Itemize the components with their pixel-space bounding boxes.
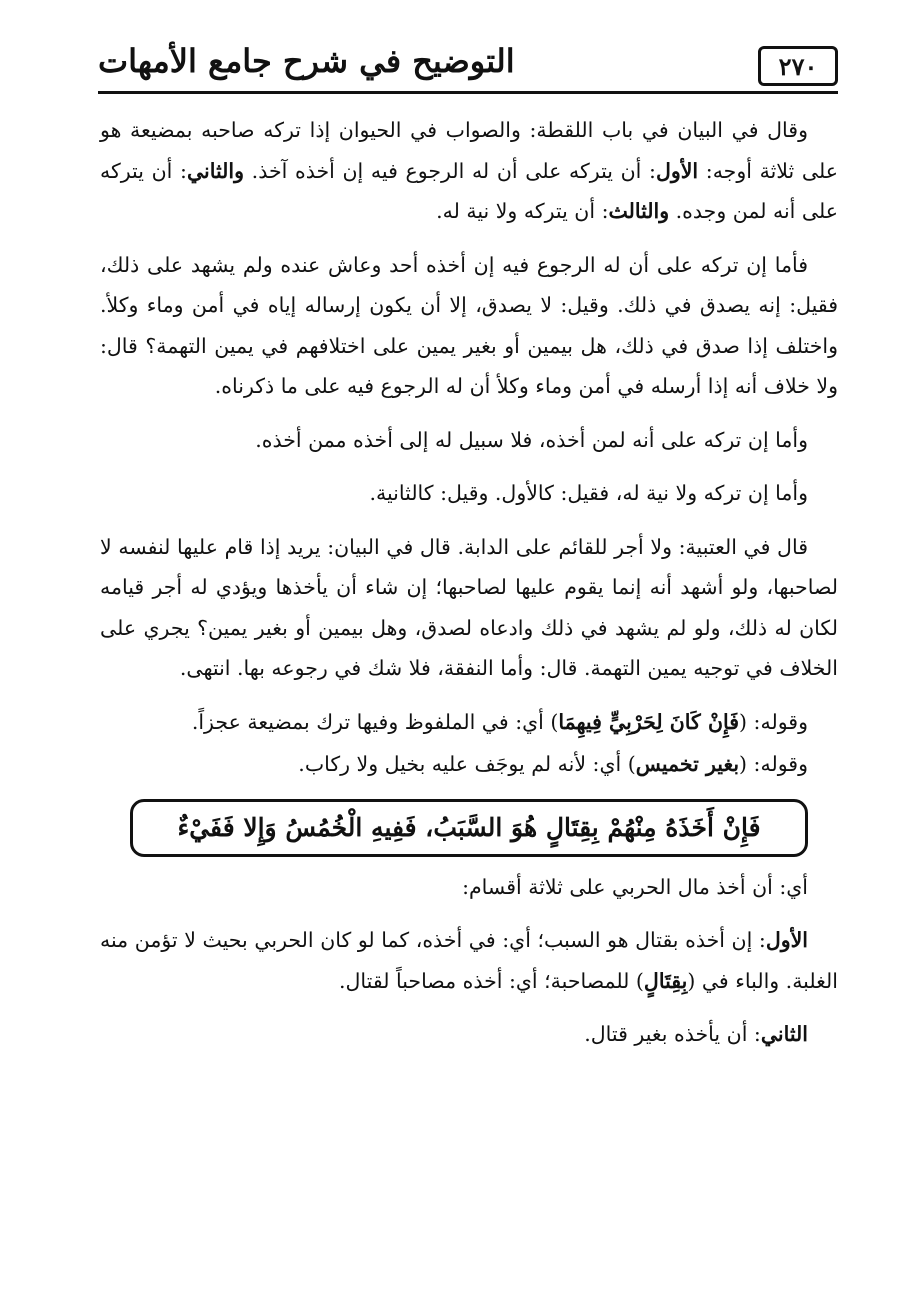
p6-quoted-phrase: فَإِنْ كَانَ لِحَرْبِيٍّ فِيهِمَا — [558, 709, 740, 734]
paragraph-5: قال في العتبية: ولا أجر للقائم على الدابة. قال في البيان: يريد إذا قام عليها لنفسه لا لصاحبها، ولو أشهد أنه إنما يقوم عليها لصاحبها؛ إن شاء أن يأخذها ويؤدي له أجر قيامه لكان له ذلك، ولو لم يشهد في ذلك وادعاه لصدق، وهل بيمين أو بغير يمين؟ يجري على الخلاف في توجيه يمين التهمة. قال: وأما النفقة، فلا شك في رجوعه بها. انتهى. — [100, 534, 838, 680]
p1-text-2: : أن يتركه على أن له الرجوع فيه إن أخذه آخذ. — [244, 158, 656, 183]
p7-quoted-phrase: بغير تخميس — [635, 752, 740, 776]
book-title: التوضيح في شرح جامع الأمهات — [98, 42, 515, 80]
p10-text-1: : أن يأخذه بغير قتال. — [584, 1022, 761, 1046]
p7-text-1: وقوله: ( — [739, 752, 808, 776]
p1-text-1: وقال في البيان في باب اللقطة: والصواب في الحيوان إذا تركه صاحبه بمضيعة هو على ثلاثة أوجه: — [100, 118, 838, 183]
p10-bold-second: الثاني — [760, 1022, 808, 1046]
p1-bold-first: الأول — [655, 158, 699, 183]
page-header — [98, 36, 838, 94]
paragraph-1 — [100, 110, 838, 232]
paragraph-10 — [100, 1014, 838, 1055]
paragraph-9 — [100, 920, 838, 1001]
paragraph-8: أي: أن أخذ مال الحربي على ثلاثة أقسام: — [462, 874, 808, 899]
p9-quoted-phrase: بِقِتَالٍ — [643, 968, 688, 993]
page-body — [100, 110, 838, 1068]
p9-bold-first: الأول — [765, 928, 808, 952]
p6-text-2: ) أي: في الملفوظ وفيها ترك بمضيعة عجزاً. — [191, 709, 559, 734]
header-divider — [98, 91, 838, 94]
p1-text-3: : أن يتركه على أنه لمن وجده. — [100, 158, 838, 223]
paragraph-7 — [100, 744, 838, 785]
matn-heading-box: فَإِنْ أَخَذَهُ مِنْهُمْ بِقِتَالٍ هُوَ السَّبَبُ، فَفِيهِ الْخُمُسُ وَإِلا فَفَيْءٌ — [130, 799, 808, 857]
p1-bold-second: والثاني — [186, 158, 245, 183]
p1-bold-third: والثالث — [608, 199, 670, 223]
p9-text-2: ) للمصاحبة؛ أي: أخذه مصاحباً لقتال. — [338, 968, 644, 993]
p1-text-4: : أن يتركه ولا نية له. — [436, 199, 609, 223]
p7-text-2: ) أي: لأنه لم يوجَف عليه بخيل ولا ركاب. — [298, 752, 636, 776]
page-number: ٢٧٠ — [758, 46, 838, 86]
paragraph-4: وأما إن تركه ولا نية له، فقيل: كالأول. وقيل: كالثانية. — [369, 481, 808, 505]
paragraph-3: وأما إن تركه على أنه لمن أخذه، فلا سبيل له إلى أخذه ممن أخذه. — [255, 427, 808, 452]
p6-text-1: وقوله: ( — [739, 709, 808, 734]
p9-text-1: : إن أخذه بقتال هو السبب؛ أي: في أخذه، كما لو كان الحربي بحيث لا تؤمن منه الغلبة. والباء في ( — [100, 928, 838, 993]
paragraph-6 — [100, 702, 838, 743]
paragraph-2: فأما إن تركه على أن له الرجوع فيه إن أخذه أحد وعاش عنده ولم يشهد على ذلك، فقيل: إنه يصدق في ذلك. وقيل: لا يصدق، إلا أن يكون إرساله إياه في أمن وماء وكلأ. واختلف إذا صدق في ذلك، هل بيمين أو بغير يمين على اختلافهم في يمين التهمة؟ قال: ولا خلاف أنه إذا أرسله في أمن وماء وكلأ أن له الرجوع فيه على ما ذكرناه. — [100, 252, 838, 398]
